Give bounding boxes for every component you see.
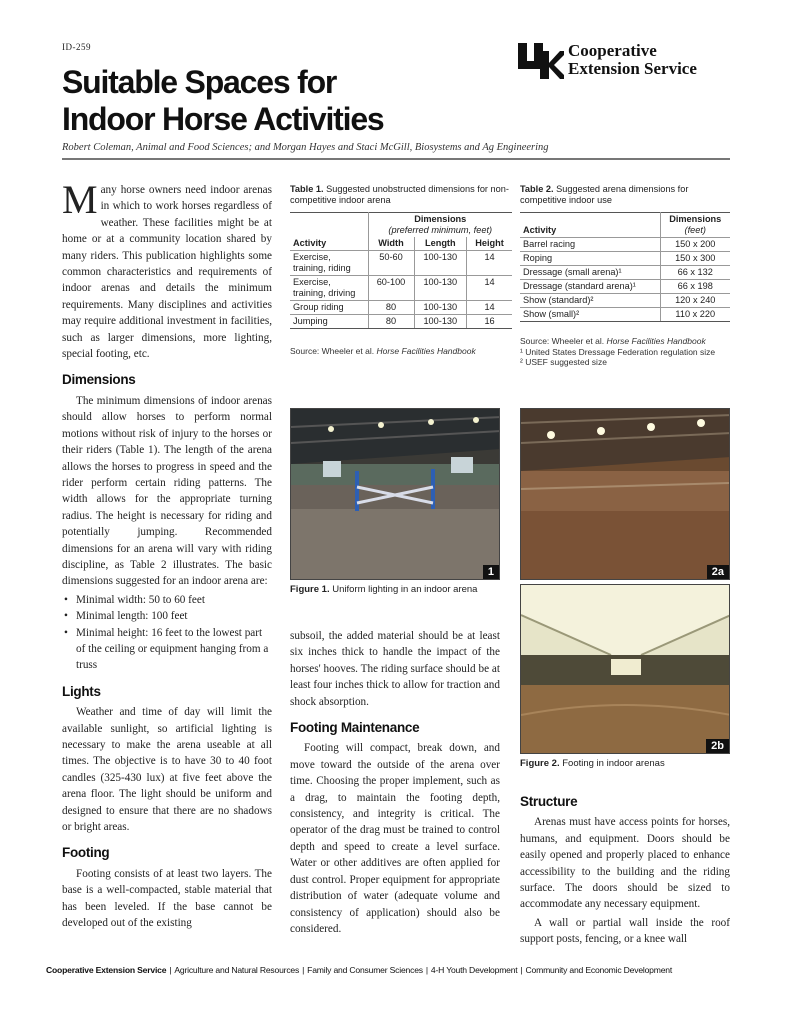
intro-paragraph (62, 177, 272, 362)
table1-source (290, 346, 512, 357)
table2-label: Table 2. (520, 184, 554, 194)
footer-item: Cooperative Extension Service (46, 965, 167, 975)
table-cell: Exercise, training, riding (290, 251, 368, 276)
figure-2b-photo (520, 584, 730, 754)
table-row (520, 252, 730, 266)
table2-header-unit: (feet) (684, 225, 706, 235)
dimensions-list (62, 592, 272, 674)
structure-paragraph-1: Arenas must have access points for horses, humans, and equipment. Doors should be easily opened and properly placed to enhance accessibility to the building and the riding surface. The doors should be sized to accommodate any necessary equipment. (520, 816, 730, 911)
table1 (290, 212, 512, 329)
footer-item: Family and Consumer Sciences (307, 965, 423, 975)
table-cell: Dressage (small arena)¹ (520, 266, 660, 280)
figure-2-caption (520, 758, 730, 769)
footing-paragraph: Footing consists of at least two layers. The base is a well-compacted, stable material that has been leveled. If the base cannot be developed out of the existing (62, 867, 272, 930)
footer-item: Community and Economic Development (525, 965, 673, 975)
arena-footing-image-a (521, 409, 730, 580)
table1-header: Length (414, 237, 467, 251)
table1-source-prefix: Source: Wheeler et al. (290, 346, 375, 356)
footing-maintenance-paragraph: Footing will compact, break down, and move toward the outside of the arena over time. Choosing the proper implement, such as a drag, to maintain the footing depth, consistency, and integrity is critical. The operator of the drag must be trained to control depth and speed to create a level surface. Water or other additives are often applied for dust control. Proper equipment for appropriate distribution of water (adequate volume and consistency of application) should also be considered. (290, 742, 500, 935)
table-row (520, 238, 730, 252)
header-rule (62, 158, 730, 160)
table-cell: Jumping (290, 315, 368, 329)
figure-badge: 2b (706, 739, 729, 753)
dropcap: M (62, 177, 98, 222)
page-title (62, 64, 522, 138)
table1-source-title: Horse Facilities Handbook (376, 346, 476, 356)
table1-header: Height (467, 237, 512, 251)
table2-footnote-2: ² USEF suggested size (520, 357, 607, 367)
table2-header: Activity (520, 213, 660, 238)
footing-continued-paragraph: subsoil, the added material should be at least six inches thick to handle the impact of the horses' hooves. The riding surface should be at least four inches thick to allow for traction and shock absorption. (290, 630, 500, 708)
table-cell: 100-130 (414, 315, 467, 329)
table1-caption-text: Suggested unobstructed dimensions for non-competitive indoor arena (290, 184, 509, 205)
figure-badge: 2a (707, 565, 729, 579)
table-cell: 120 x 240 (660, 294, 730, 308)
footer-separator: | (302, 965, 305, 975)
table-row (520, 308, 730, 322)
footer-separator: | (425, 965, 428, 975)
table-row (290, 276, 512, 301)
table-cell: 110 x 220 (660, 308, 730, 322)
table2-caption-text: Suggested arena dimensions for competitive indoor use (520, 184, 689, 205)
table-cell: 80 (368, 301, 414, 315)
footer-separator: | (520, 965, 523, 975)
title-line-1: Suitable Spaces for (62, 64, 337, 100)
logo-line-1: Cooperative (568, 41, 657, 60)
footer-separator: | (169, 965, 172, 975)
table2-caption (520, 184, 730, 206)
structure-paragraph-2: A wall or partial wall inside the roof support posts, fencing, or a knee wall (520, 916, 730, 946)
table1-group-subheader: (preferred minimum, feet) (388, 225, 493, 235)
heading-footing-maintenance: Footing Maintenance (290, 720, 420, 736)
table-cell: 100-130 (414, 301, 467, 315)
figure-1-caption-text: Uniform lighting in an indoor arena (332, 584, 478, 595)
table-row (520, 294, 730, 308)
table-cell: Group riding (290, 301, 368, 315)
lights-paragraph: Weather and time of day will limit the available sunlight, so artificial lighting is necessary to make the arena useable at all times. The objective is to have 30 to 40 foot candles (325-430 lux) at five feet above the arena floor. The light should be uniform and designed to ensure that there are no shadows or bright areas. (62, 706, 272, 834)
extension-logo (518, 40, 697, 80)
table-cell: 100-130 (414, 251, 467, 276)
list-item: • Minimal height: 16 feet to the lowest part of the ceiling or equipment hanging from a truss (62, 625, 272, 674)
table1-header: Width (368, 237, 414, 251)
table-cell: Dressage (standard arena)¹ (520, 280, 660, 294)
table2-notes (520, 336, 730, 368)
table-cell: Barrel racing (520, 238, 660, 252)
figure-2-label: Figure 2. (520, 758, 560, 769)
table-cell: 60-100 (368, 276, 414, 301)
column-right (520, 784, 730, 950)
table-cell: 14 (467, 276, 512, 301)
table-cell: 150 x 200 (660, 238, 730, 252)
figure-2a-photo (520, 408, 730, 580)
table-cell: Show (small)² (520, 308, 660, 322)
table2 (520, 212, 730, 322)
footer-item: 4-H Youth Development (430, 965, 518, 975)
figure-2-caption-text: Footing in indoor arenas (562, 758, 665, 769)
table-cell: 80 (368, 315, 414, 329)
authors-line: Robert Coleman, Animal and Food Sciences; and Morgan Hayes and Staci McGill, Biosystems and Ag Engineering (62, 142, 549, 153)
arena-lighting-image (291, 409, 500, 580)
table-row (290, 315, 512, 329)
document-id: ID-259 (62, 42, 91, 52)
table1-group-header: Dimensions (414, 214, 467, 224)
table1-header: Activity (290, 237, 368, 251)
table-cell: Roping (520, 252, 660, 266)
table-row (290, 251, 512, 276)
table-cell: 14 (467, 301, 512, 315)
table-cell: Show (standard)² (520, 294, 660, 308)
column-middle (290, 628, 500, 939)
figure-1-photo (290, 408, 500, 580)
table-row (520, 280, 730, 294)
table-cell: 50-60 (368, 251, 414, 276)
table1-caption (290, 184, 512, 206)
table1-label: Table 1. (290, 184, 324, 194)
table2-footnote-1: ¹ United States Dressage Federation regulation size (520, 346, 716, 357)
intro-text: any horse owners need indoor arenas in which to work horses regardless of weather. These facilities might be at home or at a community location shared by many riders. This publication highlights some common characteristics and requirements of indoor arenas and details the minimum requirements. Many disciplines and activities may require additional investment in facilities, such as larger dimensions, more lighting, special footing, etc. (62, 184, 272, 361)
table-cell: 14 (467, 251, 512, 276)
list-item: • Minimal width: 50 to 60 feet (62, 592, 272, 608)
table-cell: 16 (467, 315, 512, 329)
figure-1-caption (290, 584, 500, 595)
table-row (290, 301, 512, 315)
heading-structure: Structure (520, 794, 578, 809)
table-cell: 66 x 132 (660, 266, 730, 280)
heading-footing: Footing (62, 845, 110, 861)
table2-source-title: Horse Facilities Handbook (606, 336, 706, 346)
column-left (62, 177, 272, 933)
list-item: • Minimal length: 100 feet (62, 608, 272, 624)
table-cell: Exercise, training, driving (290, 276, 368, 301)
table-cell: 150 x 300 (660, 252, 730, 266)
heading-dimensions: Dimensions (62, 372, 136, 388)
table2-header: Dimensions (669, 214, 722, 224)
table-row (520, 266, 730, 280)
table2-source-prefix: Source: Wheeler et al. (520, 336, 605, 346)
figure-badge: 1 (483, 565, 499, 579)
figure-1-label: Figure 1. (290, 584, 330, 595)
uk-logo-icon (518, 41, 564, 79)
arena-footing-image-b (521, 585, 730, 754)
heading-lights: Lights (62, 683, 101, 699)
footer (46, 965, 746, 975)
footer-item: Agriculture and Natural Resources (174, 965, 300, 975)
table-cell: 66 x 198 (660, 280, 730, 294)
logo-line-2: Extension Service (568, 59, 697, 78)
title-line-2: Indoor Horse Activities (62, 101, 384, 137)
dimensions-paragraph: The minimum dimensions of indoor arenas should allow horses to perform normal motions without risk of injury to the horses or their riders (Table 1). The length of the arena allows the horses to progress in speed and the rider perform certain riding patterns. The width allows for the appropriate turning radius. The height is necessary for riding and potentially jumping. Recommended dimensions for an arena will vary with riding discipline, as Table 2 illustrates. The basic dimensions suggested for an indoor arena are: (62, 394, 272, 588)
table-cell: 100-130 (414, 276, 467, 301)
